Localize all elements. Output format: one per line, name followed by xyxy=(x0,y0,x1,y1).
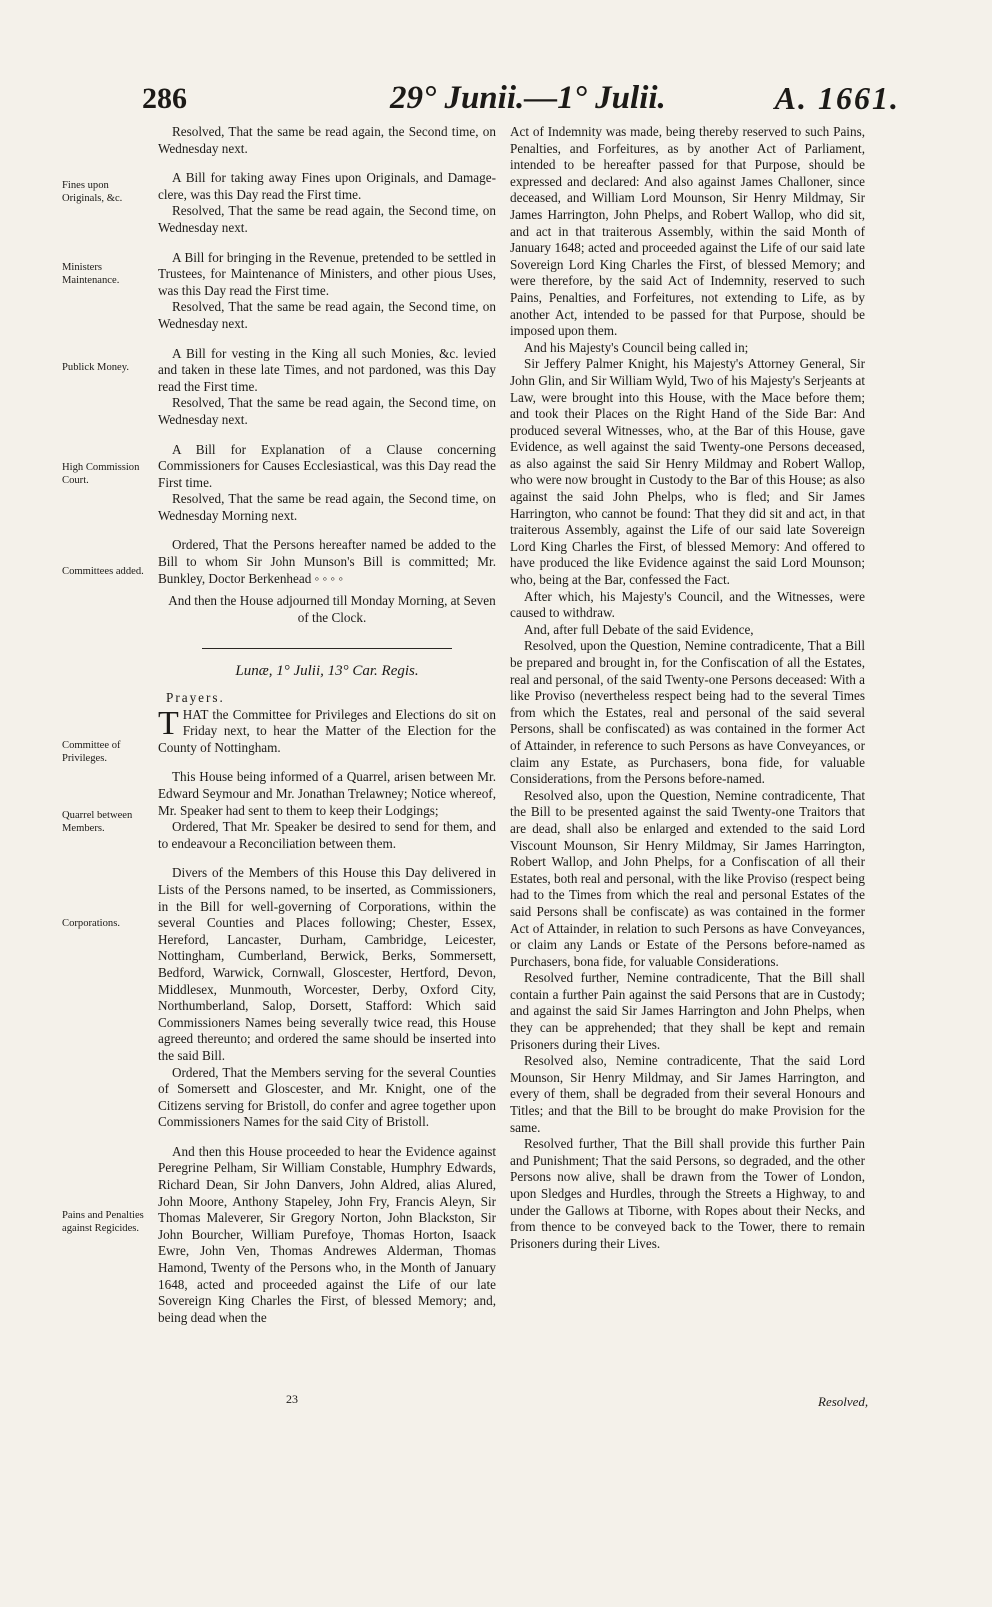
drop-cap: T xyxy=(158,704,179,742)
paragraph: Resolved also, Nemine contradicente, That the said Lord Mounson, Sir Henry Mildmay, and Sir James Harrington, and every of them, shall be degraded from their several Honours and Titles; and that the Bill to be brought do make Provision for the same. xyxy=(510,1053,865,1135)
margin-note: Quarrel between Members. xyxy=(62,810,133,834)
paragraph: Resolved, That the same be read again, the Second time, on Wednesday Morning next. xyxy=(158,491,496,523)
margin-note: Fines upon Originals, &c. xyxy=(62,180,123,204)
page-header xyxy=(140,76,900,126)
page-date-heading: 29° Junii.—1° Julii. xyxy=(390,80,666,116)
paragraph: A Bill for taking away Fines upon Originals, and Damage-clere, was this Day read the First time. xyxy=(158,170,496,202)
signature-mark: 23 xyxy=(286,1392,298,1406)
paragraph: Resolved also, upon the Question, Nemine contradicente, That the Bill to be presented against the said Twenty-one Traitors that are dead, shall also be enlarged and extended to the said Lord Viscount Mounson, Sir Henry Mildmay, Sir James Harrington, Robert Wallop, and John Phelps, for a Confiscation of all their Estates, both real and personal, with the like Proviso (respect being had to the Times from which the real and personal Estates of the said Persons shall be confiscate) as was contained in the former Act of Attainder, in relation to such Persons as have Conveyances, or claim any Lands or Estate of the Persons before-named as Purchasers, bona fide, for valuable Considerations. xyxy=(510,787,865,969)
paragraph: Divers of the Members of this House this Day delivered in Lists of the Persons named, to be inserted, as Commissioners, in the Bill for well-governing of Corporations, within the several Counties and Places following; Chester, Essex, Hereford, Lancaster, Durham, Cambridge, Leicester, Nottingham, Cumberland, Berwick, Berks, Sommersett, Bedford, Warwick, Cornwall, Gloscester, Hertford, Devon, Middlesex, Munmouth, Worcester, Derby, Oxford City, Northumberland, Salop, Dorsett, Stafford: Which said Commissioners Names being severally twice read, this House agreed thereunto; and ordered the same should be inserted into the said Bill. xyxy=(158,865,496,1063)
paragraph: Resolved, That the same be read again, the Second time, on Wednesday next. xyxy=(158,299,496,331)
paragraph: Act of Indemnity was made, being thereby reserved to such Pains, Penalties, and Forfeitures, as by another Act of Parliament, intended to be hereafter passed for that Purpose, should be expressed and declared: And also against James Challoner, since deceased, and William Lord Mounson, Sir Henry Mildmay, Sir James Harrington, John Phelps, and Robert Wallop, who did sit, and act in that traiterous Assembly, within the said Month of January 1648; acted and proceeded against the Life of our said late Sovereign Lord King Charles the First, of blessed Memory; and were therefore, by the said Act of Indemnity, reserved to such Pains, Penalties, and Forfeitures, not extending to Life, as by another Act, intended to be passed for that Purpose, should be imposed upon them. xyxy=(510,124,865,339)
section-rule xyxy=(202,648,452,649)
paragraph: A Bill for Explanation of a Clause concerning Commissioners for Causes Ecclesiastical, was this Day read the First time. xyxy=(158,441,496,490)
catchword: Resolved, xyxy=(818,1394,869,1409)
paragraph: After which, his Majesty's Council, and the Witnesses, were caused to withdraw. xyxy=(510,588,865,621)
paragraph: THAT the Committee for Privileges and Elections do sit on Friday next, to hear the Matter of the Election for the County of Nottingham. xyxy=(158,704,496,755)
margin-note: Pains and Penalties against Regicides. xyxy=(62,1210,144,1234)
paragraph: Ordered, That the Persons hereafter named be added to the Bill to whom Sir John Munson's Bill is committed; Mr. Bunkley, Doctor Berkenhead ◦ ◦ ◦ ◦ xyxy=(158,537,496,586)
prayers-heading: Prayers. xyxy=(166,690,225,706)
paragraph: Resolved further, Nemine contradicente, That the Bill shall contain a further Pain against the said Persons that are in Custody; and against the said Sir James Harrington and John Phelps, when they can be apprehended; that they shall be kept and remain Prisoners during their Lives. xyxy=(510,970,865,1052)
paragraph: Resolved, That the same be read again, the Second time, on Wednesday next. xyxy=(158,395,496,427)
margin-note: Ministers Maintenance. xyxy=(62,262,120,286)
paragraph: And, after full Debate of the said Evidence, xyxy=(524,621,754,637)
paragraph: This House being informed of a Quarrel, arisen between Mr. Edward Seymour and Mr. Jonathan Trelawney; Notice whereof, Mr. Speaker had sent to them to keep their Lodgings; xyxy=(158,769,496,818)
paragraph: A Bill for vesting in the King all such Monies, &c. levied and taken in these late Times, and not pardoned, was this Day read the First time. xyxy=(158,345,496,394)
paragraph: Ordered, That Mr. Speaker be desired to send for them, and to endeavour a Reconciliation between them. xyxy=(158,819,496,851)
paragraph: And then this House proceeded to hear the Evidence against Peregrine Pelham, Sir William Constable, Humphry Edwards, Richard Dean, Sir John Danvers, John Aldred, alias Alured, John Moore, Anthony Stapeley, John Fry, Francis Aleyn, Sir Thomas Maleverer, Sir Gregory Norton, John Blackston, Sir John Bourcher, William Purefoye, Thomas Horton, Isaack Ewre, John Ven, Thomas Andrewes Alderman, Thomas Hamond, Twenty of the Persons who, in the Month of January 1648, acted and proceeded against the Life of our late Sovereign King Charles the First, of blessed Memory; and, being dead when the xyxy=(158,1143,496,1325)
margin-note: Corporations. xyxy=(62,918,120,929)
paragraph: Resolved further, That the Bill shall provide this further Pain and Punishment; That the said Persons, so degraded, and the other Persons now alive, shall be drawn from the Tower of London, upon Sledges and Hurdles, through the Streets a Highway, to and under the Gallows at Tiborne, with Ropes about their Necks, and from thence to be conveyed back to the Tower, there to remain Prisoners during their Lives. xyxy=(510,1136,865,1251)
margin-note: High Commission Court. xyxy=(62,462,140,486)
page-number: 286 xyxy=(142,82,187,115)
margin-note: Committee of Privileges. xyxy=(62,740,121,764)
right-column xyxy=(510,124,865,1252)
paragraph: Resolved, upon the Question, Nemine contradicente, That a Bill be prepared and brought in, for the Confiscation of all the Estates, real and personal, of the said Twenty-one Persons deceased: With a like Proviso (nevertheless respect being had to the several Times from which the Estates, real and personal of the said several Persons, shall be confiscated) as was contained in the former Act of Attainder, in reference to such Persons as have Conveyances, or claim any Estate, as Purchasers, bona fide, for valuable Considerations, from the Persons before-named. xyxy=(510,638,865,787)
margin-note: Committees added. xyxy=(62,566,144,577)
margin-note: Publick Money. xyxy=(62,362,129,373)
day-heading: Lunæ, 1° Julii, 13° Car. Regis. xyxy=(235,663,419,680)
paragraph: Resolved, That the same be read again, the Second time, on Wednesday next. xyxy=(158,124,496,156)
paragraph: Resolved, That the same be read again, the Second time, on Wednesday next. xyxy=(158,203,496,235)
paragraph: A Bill for bringing in the Revenue, pretended to be settled in Trustees, for Maintenance of Ministers, and other pious Uses, was this Day read the First time. xyxy=(158,249,496,298)
adjournment-note: And then the House adjourned till Monday Morning, at Seven of the Clock. xyxy=(168,593,496,625)
page-year: A. 1661. xyxy=(774,80,900,116)
paragraph: Ordered, That the Members serving for the several Counties of Somersett and Gloscester, and Mr. Knight, one of the Citizens serving for Bristoll, do confer and agree together upon Commissioners Names for the said City of Bristoll. xyxy=(158,1064,496,1130)
left-column xyxy=(158,124,496,1326)
paragraph: Sir Jeffery Palmer Knight, his Majesty's Attorney General, Sir John Glin, and Sir William Wyld, Two of his Majesty's Serjeants at Law, were brought into this House, with the Mace before them; and took their Places on the Right Hand of the Side Bar: And produced several Witnesses, who, at the Bar of this House, gave Evidence, as well against the said Twenty-one Persons deceased, as also against the said Sir Henry Mildmay and Robert Wallop, who were now brought in Custody to the Bar of this House; as also against the said John Phelps, who is fled; and Sir James Harrington, who cannot be found: That they did sit and act, in that traiterous Assembly, against the Life of our said late Sovereign Lord King Charles the First, of blessed Memory: And offered to have produced the like Evidence against the said Lord Mounson; who, being at the Bar, confessed the Fact. xyxy=(510,356,865,588)
paragraph: And his Majesty's Council being called in; xyxy=(524,339,749,355)
